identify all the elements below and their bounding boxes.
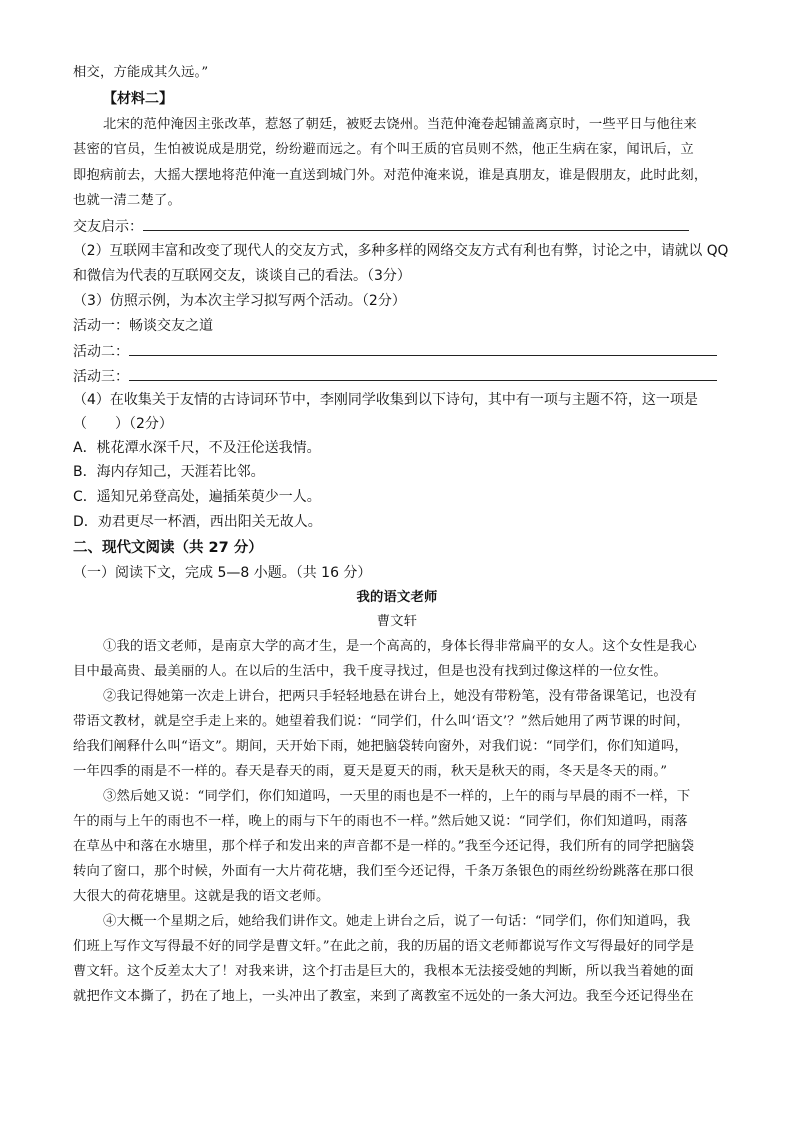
q3-activity-3-label: 活动三：: [73, 369, 129, 385]
q3-prompt: （3）仿照示例，为本次主学习拟写两个活动。（2分）: [73, 293, 406, 309]
q4-option-d: D．劝君更尽一杯酒，西出阳关无故人。: [73, 514, 322, 530]
section2-subheading: （一）阅读下文，完成 5—8 小题。（共 16 分）: [73, 565, 372, 581]
q3-activity-3-blank[interactable]: [129, 366, 717, 381]
q2-line-2: 和微信为代表的互联网交友，谈谈自己的看法。（3分）: [73, 268, 411, 284]
article-line: 带语文教材，就是空手走上来的。她望着我们说：“同学们，什么叫‘语文’？”然后她用了两节课的时间，: [73, 714, 690, 729]
material1-end-line: 相交，方能成其久远。”: [73, 65, 209, 80]
article-line: 们班上写作文写得最不好的同学是曹文轩。”在此之前，我的历届的语文老师都说写作文写得最好的同学是: [73, 939, 695, 954]
article-title: 我的语文老师: [356, 590, 438, 605]
material2-line-1: 北宋的范仲淹因主张改革，惹怒了朝廷，被贬去饶州。当范仲淹卷起铺盖离京时，一些平日与他往来: [103, 117, 697, 132]
q1-answer-row: [73, 216, 689, 237]
q3-activity-3-row: [73, 366, 717, 387]
q3-activity-2-label: 活动二：: [73, 344, 129, 360]
article-line: 在草丛中和落在水塘里，那个样子和发出来的声音都不是一样的。”我至今还记得，我们所有的同学把脑袋: [73, 839, 695, 854]
article-line: 就把作文本撕了，扔在了地上，一头冲出了教室，来到了离教室不远处的一条大河边。我至今还记得坐在: [73, 989, 694, 1004]
article-line: 大很大的荷花塘里。这就是我的语文老师。: [73, 889, 330, 904]
material2-label: 【材料二】: [103, 91, 173, 107]
q1-answer-blank[interactable]: [143, 216, 689, 231]
material2-line-3: 即抱病前去，大摇大摆地将范仲淹一直送到城门外。对范仲淹来说，谁是真朋友，谁是假朋友，此时此刻，: [73, 168, 708, 183]
q3-activity-2-row: [73, 341, 717, 362]
q4-option-c: C．遥知兄弟登高处，遍插茱萸少一人。: [73, 489, 321, 505]
material2-line-4: 也就一清二楚了。: [73, 193, 181, 208]
article-line: 曹文轩。这个反差太大了！对我来讲，这个打击是巨大的，我根本无法接受她的判断，所以我当着她的面: [73, 964, 694, 979]
article-line: 目中最高贵、最美丽的人。在以后的生活中，我千度寻找过，但是也没有找到过像这样的一位女性。: [73, 664, 667, 679]
article-line: 午的雨与上午的雨也不一样，晚上的雨与下午的雨也不一样。”然后她又说：“同学们，你们知道吗，雨落: [73, 814, 688, 829]
article-line: 一年四季的雨是不一样的。春天是春天的雨，夏天是夏天的雨，秋天是秋天的雨，冬天是冬天的雨。”: [73, 764, 668, 779]
article-line: ①我的语文老师，是南京大学的高才生，是一个高高的，身体长得非常扁平的女人。这个女性是我心: [103, 639, 697, 654]
q4-option-b: B．海内存知己，天涯若比邻。: [73, 464, 265, 480]
section2-heading: 二、现代文阅读（共 27 分）: [73, 540, 263, 556]
q4-answer-slot[interactable]: （ ）（2分）: [73, 416, 173, 432]
q2-line-1: （2）互联网丰富和改变了现代人的交友方式，多种多样的网络交友方式有利也有弊，讨论之中，请就以 QQ: [73, 243, 729, 259]
article-author: 曹文轩: [376, 614, 418, 629]
q1-label: 交友启示：: [73, 219, 143, 235]
q4-prompt: （4）在收集关于友情的古诗词环节中，李刚同学收集到以下诗句，其中有一项与主题不符，这一项是: [73, 392, 698, 408]
q3-activity-1: 活动一：畅谈交友之道: [73, 318, 213, 334]
article-line: ②我记得她第一次走上讲台，把两只手轻轻地悬在讲台上，她没有带粉笔，没有带备课笔记，也没有: [103, 689, 697, 704]
article-line: 转向了窗口，那个时候，外面有一大片荷花塘，我们至今还记得，千条万条银色的雨丝纷纷跳落在那口很: [73, 864, 694, 879]
article-line: ③然后她又说：“同学们，你们知道吗，一天里的雨也是不一样的，上午的雨与早晨的雨不一样，下: [103, 789, 691, 804]
article-line: 给我们阐释什么叫“语文”。期间，天开始下雨，她把脑袋转向窗外，对我们说：“同学们，你们知道吗，: [73, 739, 688, 754]
article-line: ④大概一个星期之后，她给我们讲作文。她走上讲台之后，说了一句话：“同学们，你们知道吗，我: [103, 914, 691, 929]
q4-option-a: A．桃花潭水深千尺，不及汪伦送我情。: [73, 440, 321, 456]
material2-line-2: 甚密的官员，生怕被说成是朋党，纷纷避而远之。有个叫王质的官员则不然，他正生病在家，闻讯后，立: [73, 142, 694, 157]
q3-activity-2-blank[interactable]: [129, 341, 717, 356]
